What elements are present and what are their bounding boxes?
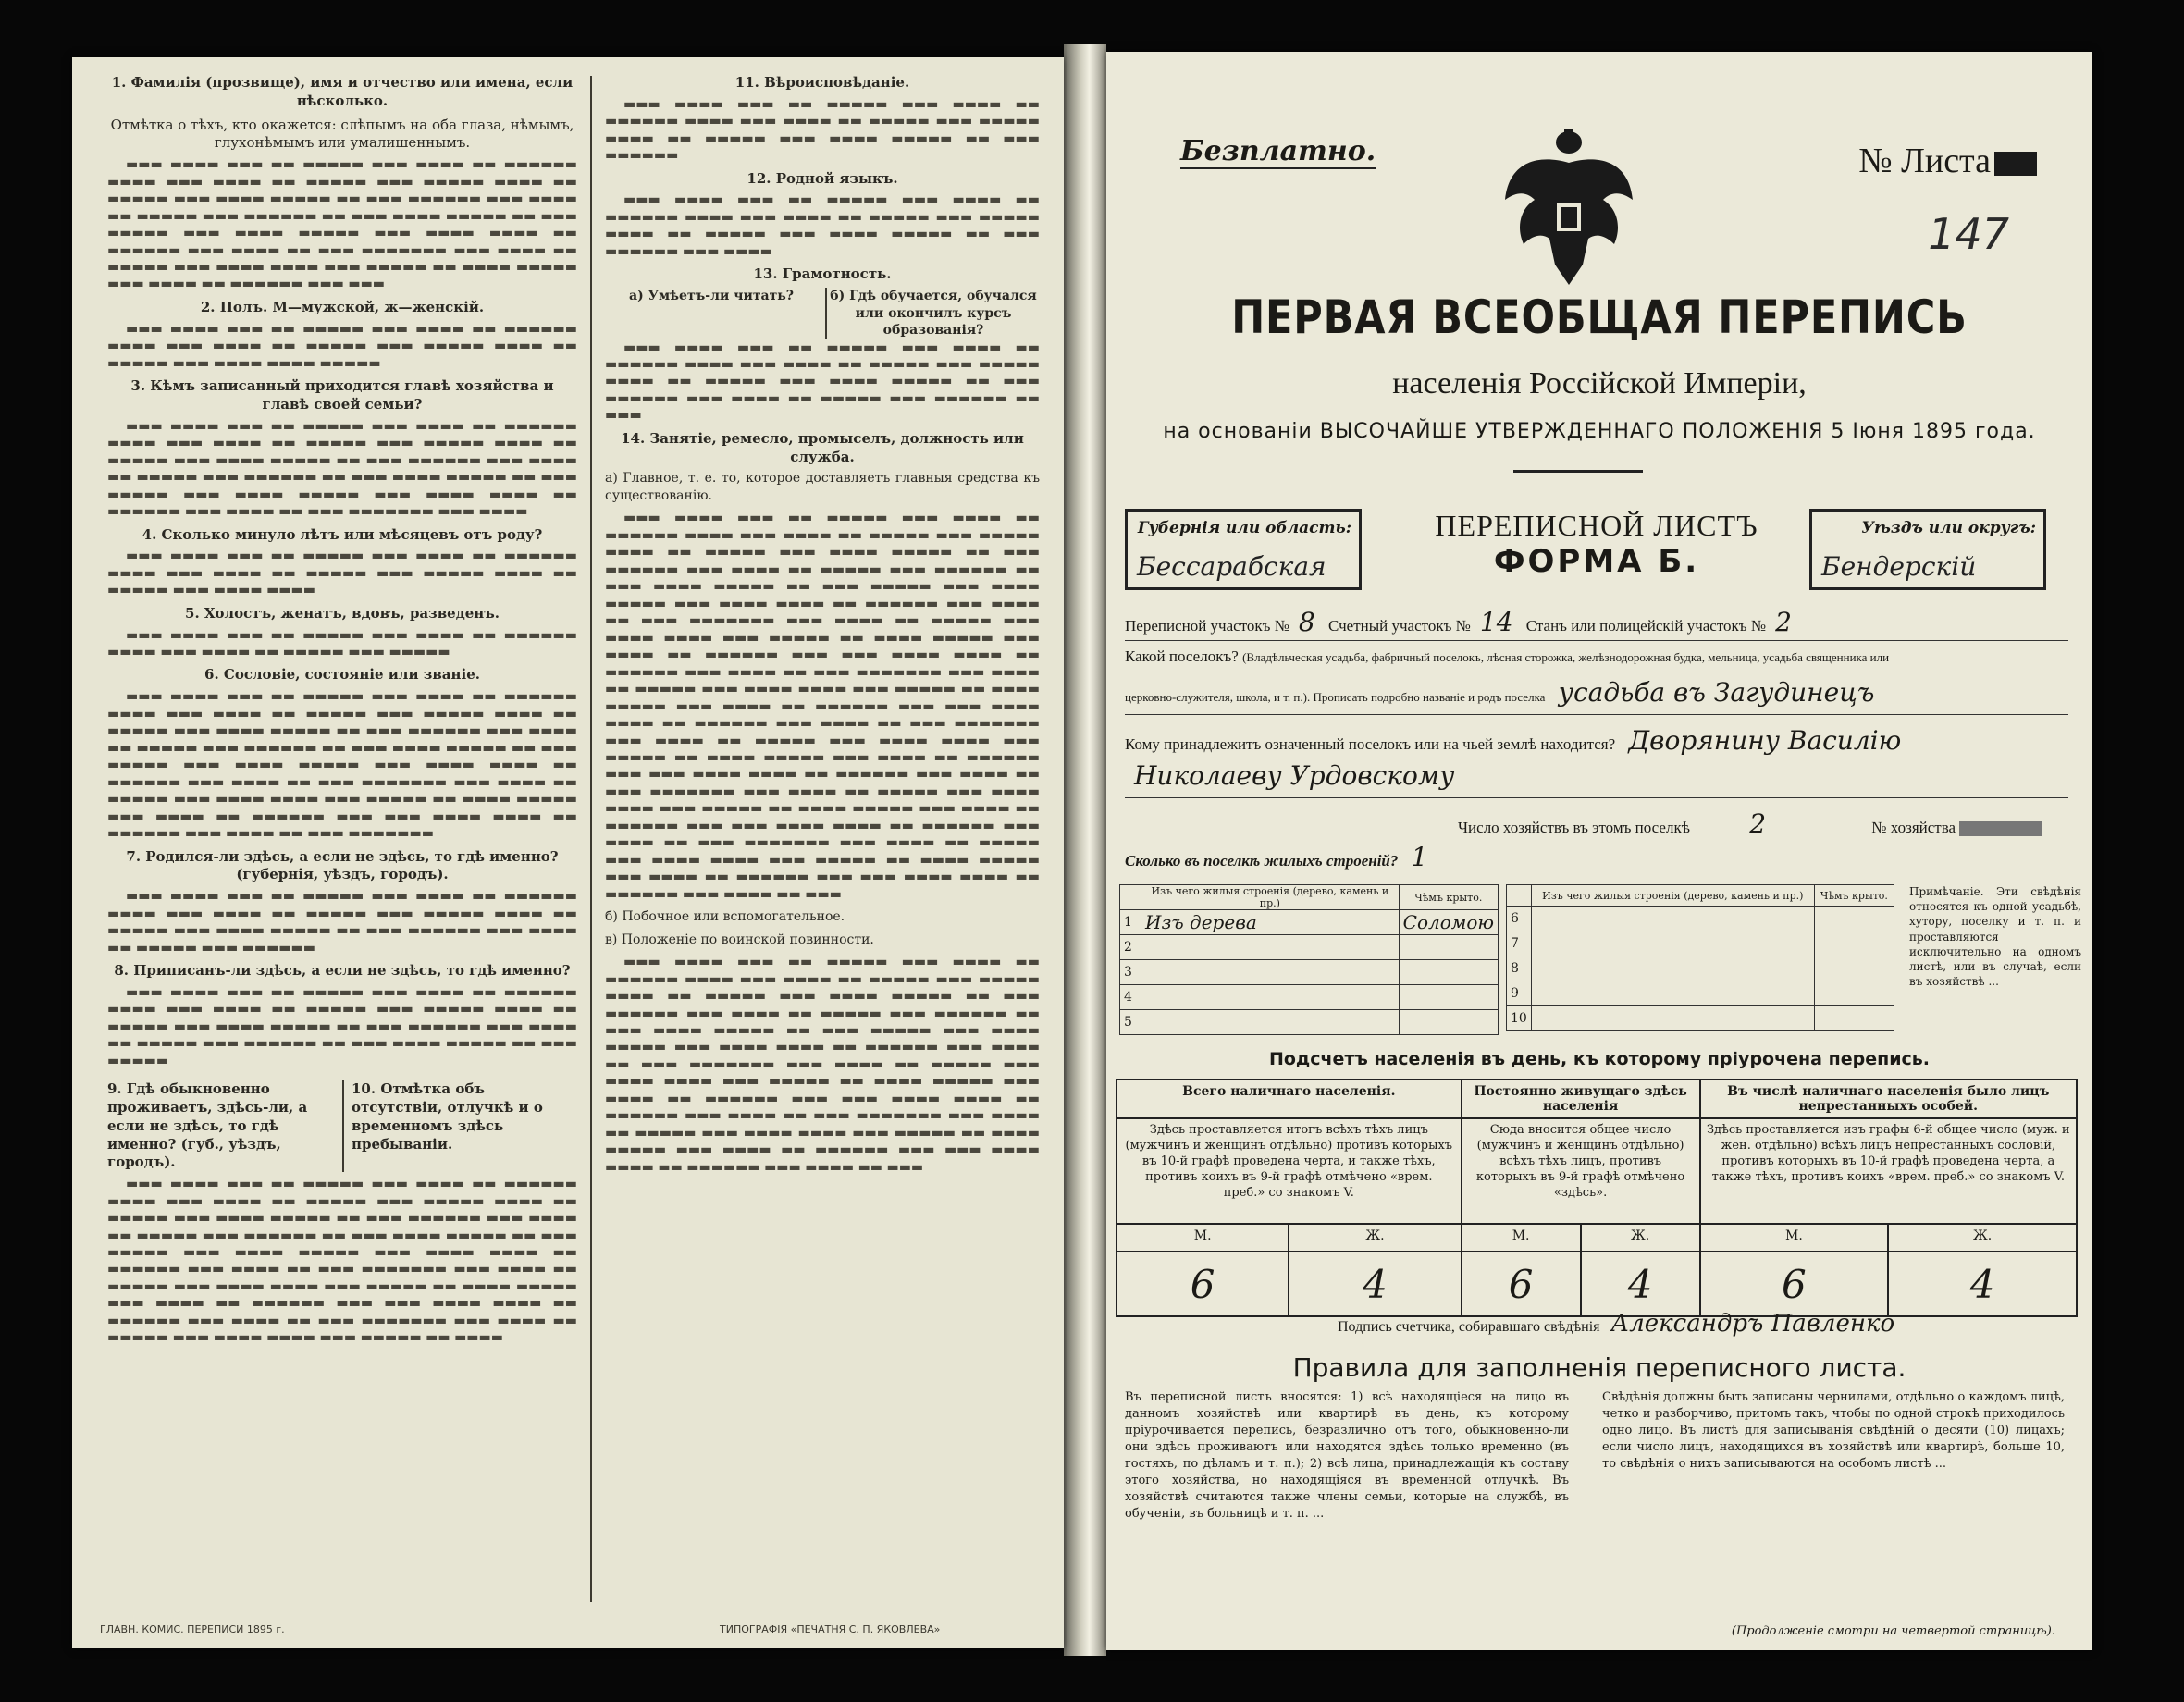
underline — [1125, 797, 2068, 798]
body-text: ▬▬▬ ▬▬▬▬ ▬▬▬ ▬▬ ▬▬▬▬▬ ▬▬▬ ▬▬▬▬ ▬▬ ▬▬▬▬▬▬ ▬▬▬▬ ▬▬▬ ▬▬▬▬ ▬▬ ▬▬▬▬▬ ▬▬▬ ▬▬▬▬▬ ▬▬▬▬ ▬▬ ▬▬▬▬▬ ▬▬▬ ▬▬▬▬ ▬▬▬▬▬ ▬▬ ▬▬▬ ▬▬▬▬▬▬ ▬▬▬ ▬▬▬▬ ▬▬ ▬▬▬▬▬ ▬▬▬ ▬▬▬▬▬▬ ▬▬ ▬▬▬ ▬▬▬▬ ▬▬▬▬▬ ▬▬ ▬▬▬ ▬▬▬▬▬ ▬▬▬ ▬▬▬▬ ▬▬▬▬▬ ▬▬▬ ▬▬▬▬ ▬▬▬▬ ▬▬ ▬▬▬▬▬▬ ▬▬▬ ▬▬▬▬ ▬▬ ▬▬▬ ▬▬▬▬▬▬▬ ▬▬▬ ▬▬▬▬ ▬▬ ▬▬▬▬▬ ▬▬▬ ▬▬▬▬ ▬▬▬▬ ▬▬▬ ▬▬▬▬▬ ▬▬ ▬▬▬▬ ▬▬▬▬▬ ▬▬▬ ▬▬▬▬ ▬▬ ▬▬▬▬▬▬ ▬▬▬ ▬▬▬ — [107, 157, 577, 292]
settlement-hint: (Владѣльческая усадьба, фабричный поселокъ, лѣсная сторожка, желѣзнодорожная будка, мельница, усадьба священника или — [1242, 650, 1890, 664]
female-header: Ж. — [1581, 1224, 1700, 1252]
body-text: ▬▬▬ ▬▬▬▬ ▬▬▬ ▬▬ ▬▬▬▬▬ ▬▬▬ ▬▬▬▬ ▬▬ ▬▬▬▬▬▬ ▬▬▬▬ ▬▬▬ ▬▬▬▬ ▬▬ ▬▬▬▬▬ ▬▬▬ ▬▬▬▬▬ ▬▬▬▬ ▬▬ ▬▬▬▬▬ ▬▬▬ ▬▬▬▬ ▬▬▬▬▬ ▬▬ ▬▬▬ ▬▬▬▬▬▬ — [605, 96, 1040, 164]
female-header: Ж. — [1888, 1224, 2077, 1252]
district-label: Уѣздъ или округъ: — [1861, 519, 2036, 537]
body-text: ▬▬▬ ▬▬▬▬ ▬▬▬ ▬▬ ▬▬▬▬▬ ▬▬▬ ▬▬▬▬ ▬▬ ▬▬▬▬▬▬ ▬▬▬▬ ▬▬▬ ▬▬▬▬ ▬▬ ▬▬▬▬▬ ▬▬▬ ▬▬▬▬▬ ▬▬▬▬ ▬▬ ▬▬▬▬▬ ▬▬▬ ▬▬▬▬ ▬▬▬▬▬ ▬▬ ▬▬▬ ▬▬▬▬▬▬ ▬▬▬ ▬▬▬▬ ▬▬ ▬▬▬▬▬ ▬▬▬ ▬▬▬▬▬▬ ▬▬ ▬▬▬ — [605, 339, 1040, 424]
free-stamp: Безплатно. — [1180, 135, 1376, 167]
rules-title: Правила для заполненія переписного листа. — [1292, 1352, 1906, 1383]
underline — [1125, 640, 2068, 641]
special-female-count: 4 — [1888, 1252, 2077, 1316]
heading-4: 4. Сколько минуло лѣтъ или мѣсяцевъ отъ роду? — [142, 525, 543, 543]
column-divider — [590, 76, 592, 1602]
male-header: М. — [1117, 1224, 1289, 1252]
buildings-header-material: Изъ чего жилыя строенія (дерево, камень и пр.) — [1531, 885, 1814, 906]
instructions-column-2 — [605, 68, 1040, 1181]
census-section-label: Переписной участокъ № — [1125, 617, 1289, 635]
owner-label: Кому принадлежитъ означенный поселокъ или на чьей землѣ находится? — [1125, 735, 1616, 753]
row-number: 8 — [1507, 956, 1532, 981]
households-value: 2 — [1749, 808, 1767, 839]
form-type-letter: ФОРМА Б. — [1493, 543, 1700, 580]
heading-14c: в) Положеніе по воинской повинности. — [605, 931, 874, 947]
census-section-value: 8 — [1298, 607, 1315, 637]
handwritten-number: 147 — [1928, 209, 2009, 259]
body-text: ▬▬▬ ▬▬▬▬ ▬▬▬ ▬▬ ▬▬▬▬▬ ▬▬▬ ▬▬▬▬ ▬▬ ▬▬▬▬▬▬ ▬▬▬▬ ▬▬▬ ▬▬▬▬ ▬▬ ▬▬▬▬▬ ▬▬▬ ▬▬▬▬▬ ▬▬▬▬ ▬▬ ▬▬▬▬▬ ▬▬▬ ▬▬▬▬ ▬▬▬▬▬ ▬▬ ▬▬▬ ▬▬▬▬▬▬ ▬▬▬ ▬▬▬▬ ▬▬ ▬▬▬▬▬ ▬▬▬ ▬▬▬▬▬▬ ▬▬ ▬▬▬ ▬▬▬▬ ▬▬▬▬▬ ▬▬ ▬▬▬ ▬▬▬▬▬ ▬▬▬ ▬▬▬▬ ▬▬▬▬▬ ▬▬▬ ▬▬▬▬ ▬▬▬▬ ▬▬ ▬▬▬▬▬▬ ▬▬▬ ▬▬▬▬ ▬▬ ▬▬▬ ▬▬▬▬▬▬▬ ▬▬▬ ▬▬▬▬ ▬▬ ▬▬▬▬▬ ▬▬▬ ▬▬▬▬ ▬▬▬▬ ▬▬▬ ▬▬▬▬▬ ▬▬ ▬▬▬▬ ▬▬▬▬▬ ▬▬▬ ▬▬▬▬ ▬▬ ▬▬▬▬▬▬ ▬▬▬ ▬▬▬ ▬▬▬▬ ▬▬▬▬ ▬▬ ▬▬▬▬▬▬ ▬▬▬ ▬▬▬▬ ▬▬ ▬▬▬ ▬▬▬▬▬▬▬ ▬▬▬ ▬▬▬▬ ▬▬ ▬▬▬▬▬ ▬▬▬ ▬▬▬▬ ▬▬▬▬ ▬▬▬ ▬▬▬▬▬ ▬▬ ▬▬▬▬ ▬▬▬▬▬ ▬▬▬ ▬▬▬▬ ▬▬ ▬▬▬▬▬▬ ▬▬▬ ▬▬▬ ▬▬▬▬ ▬▬▬▬ ▬▬ ▬▬▬▬▬▬ ▬▬▬ ▬▬▬▬ ▬▬ ▬▬▬ ▬▬▬▬▬▬▬ ▬▬▬ ▬▬▬▬ ▬▬ ▬▬▬▬▬ ▬▬▬ ▬▬▬▬ ▬▬▬▬ ▬▬▬ ▬▬▬▬▬ ▬▬ ▬▬▬▬ ▬▬▬▬▬ ▬▬▬ ▬▬▬▬ ▬▬ ▬▬▬▬▬▬ ▬▬▬ ▬▬▬ ▬▬▬▬ ▬▬▬▬ ▬▬ ▬▬▬▬▬▬ ▬▬▬ ▬▬▬▬ ▬▬ ▬▬▬ ▬▬▬▬▬▬▬ ▬▬▬ ▬▬▬▬ ▬▬ ▬▬▬▬▬ ▬▬▬ ▬▬▬▬ ▬▬▬▬ ▬▬▬ ▬▬▬▬▬ ▬▬ ▬▬▬▬ ▬▬▬▬▬ ▬▬▬ ▬▬▬▬ ▬▬ ▬▬▬▬▬▬ ▬▬▬ ▬▬▬ ▬▬▬▬ ▬▬▬▬ ▬▬ ▬▬▬▬▬▬ ▬▬▬ ▬▬▬▬ ▬▬ ▬▬▬ ▬▬▬▬▬▬▬ ▬▬▬ ▬▬▬▬ ▬▬ ▬▬▬▬▬ ▬▬▬ ▬▬▬▬ ▬▬▬▬ ▬▬▬ ▬▬▬▬▬ ▬▬ ▬▬▬▬ ▬▬▬▬▬ ▬▬▬ ▬▬▬▬ ▬▬ ▬▬▬▬▬▬ ▬▬▬ ▬▬▬ ▬▬▬▬ ▬▬▬▬ ▬▬ ▬▬▬▬▬▬ ▬▬▬ ▬▬▬▬ ▬▬ ▬▬▬ — [605, 511, 1040, 902]
body-text: ▬▬▬ ▬▬▬▬ ▬▬▬ ▬▬ ▬▬▬▬▬ ▬▬▬ ▬▬▬▬ ▬▬ ▬▬▬▬▬▬ ▬▬▬▬ ▬▬▬ ▬▬▬▬ ▬▬ ▬▬▬▬▬ ▬▬▬ ▬▬▬▬▬ ▬▬▬▬ ▬▬ ▬▬▬▬▬ ▬▬▬ ▬▬▬▬ ▬▬▬▬▬ ▬▬ ▬▬▬ ▬▬▬▬▬▬ ▬▬▬ ▬▬▬▬ ▬▬ ▬▬▬▬▬ ▬▬▬ ▬▬▬▬▬▬ ▬▬ ▬▬▬ ▬▬▬▬ ▬▬▬▬▬ ▬▬ ▬▬▬ ▬▬▬▬▬ ▬▬▬ ▬▬▬▬ ▬▬▬▬▬ ▬▬▬ ▬▬▬▬ ▬▬▬▬ ▬▬ ▬▬▬▬▬▬ ▬▬▬ ▬▬▬▬ ▬▬ ▬▬▬ ▬▬▬▬▬▬▬ ▬▬▬ ▬▬▬▬ ▬▬ ▬▬▬▬▬ ▬▬▬ ▬▬▬▬ ▬▬▬▬ ▬▬▬ ▬▬▬▬▬ ▬▬ ▬▬▬▬ ▬▬▬▬▬ ▬▬▬ ▬▬▬▬ ▬▬ ▬▬▬▬▬▬ ▬▬▬ ▬▬▬ ▬▬▬▬ ▬▬▬▬ ▬▬ ▬▬▬▬▬▬ ▬▬▬ ▬▬▬▬ ▬▬ ▬▬▬ ▬▬▬▬▬▬▬ ▬▬▬ ▬▬▬▬ ▬▬ ▬▬▬▬▬ ▬▬▬ ▬▬▬▬ ▬▬▬▬ ▬▬▬ ▬▬▬▬▬ ▬▬ ▬▬▬▬ ▬▬▬▬▬ ▬▬▬ ▬▬▬▬ ▬▬ ▬▬▬▬▬▬ ▬▬▬ ▬▬▬ ▬▬▬▬ ▬▬▬▬ ▬▬ ▬▬▬▬▬▬ ▬▬▬ ▬▬▬▬ ▬▬ ▬▬▬ — [605, 955, 1040, 1175]
row-number: 10 — [1507, 1006, 1532, 1031]
book-spine — [1064, 44, 1106, 1656]
male-header: М. — [1462, 1224, 1581, 1252]
heading-7: 7. Родился-ли здѣсь, а если не здѣсь, то гдѣ именно? (губернія, уѣздъ, городъ). — [126, 847, 559, 883]
heading-13: 13. Грамотность. — [753, 265, 892, 283]
signature-value: Александръ Павленко — [1610, 1310, 1895, 1338]
female-header: Ж. — [1289, 1224, 1461, 1252]
present-female-count: 4 — [1289, 1252, 1461, 1316]
police-section-value: 2 — [1775, 607, 1792, 637]
building-roof: Соломою — [1399, 910, 1498, 935]
form-legal-basis: на основаніи ВЫСОЧАЙШЕ УТВЕРЖДЕННАГО ПОЛОЖЕНІЯ 5 Іюня 1895 года. — [1163, 420, 2036, 443]
rules-left-column: Въ переписной листъ вносятся: 1) всѣ находящіеся на лицо въ данномъ хозяйствѣ или квартирѣ въ день, къ которому пріурочивается перепись, безразлично отъ того, обыкновенно-ли они здѣсь проживаютъ или находятся здѣсь только временно (въ гостяхъ, по дѣламъ и т. п.); 2) всѣ лица, принадлежащія къ составу этого хозяйства, но находящіяся въ временной отлучкѣ. Въ хозяйствѣ считаются также члены семьи, которые на службѣ, въ обученіи, въ больницѣ и т. п. ... — [1125, 1390, 1569, 1521]
heading-2: 2. Полъ. М—мужской, ж—женскій. — [200, 298, 485, 315]
building-material: Изъ дерева — [1141, 910, 1400, 935]
printer-footer: ТИПОГРАФІЯ «ПЕЧАТНЯ С. П. ЯКОВЛЕВА» — [720, 1623, 941, 1635]
pop-desc-resident: Сюда вносится общее число (мужчинъ и женщинъ отдѣльно) всѣхъ тѣхъ лицъ, противъ которыхъ въ 9-й графѣ отмѣчено «здѣсь». — [1462, 1118, 1700, 1224]
settlement-name-value: усадьба въ Загудинецъ — [1558, 677, 1875, 708]
owner-value-2: Николаеву Урдовскому — [1134, 760, 1455, 791]
population-count-table — [1116, 1079, 2078, 1317]
heading-12: 12. Родной языкъ. — [747, 169, 898, 187]
buildings-header-material: Изъ чего жилыя строенія (дерево, камень и пр.) — [1141, 885, 1400, 910]
row-number: 1 — [1120, 910, 1141, 935]
counting-section-value: 14 — [1479, 607, 1513, 637]
police-section-label: Станъ или полицейскій участокъ № — [1525, 617, 1767, 635]
buildings-label: Сколько въ поселкѣ жилыхъ строеній? — [1125, 852, 1399, 870]
counting-section-label: Счетный участокъ № — [1328, 617, 1471, 635]
body-text: ▬▬▬ ▬▬▬▬ ▬▬▬ ▬▬ ▬▬▬▬▬ ▬▬▬ ▬▬▬▬ ▬▬ ▬▬▬▬▬▬ ▬▬▬▬ ▬▬▬ ▬▬▬▬ ▬▬ ▬▬▬▬▬ ▬▬▬ ▬▬▬▬▬ ▬▬▬▬ ▬▬ ▬▬▬▬▬ ▬▬▬ ▬▬▬▬ ▬▬▬▬▬ ▬▬ ▬▬▬ ▬▬▬▬▬▬ ▬▬▬ ▬▬▬▬ ▬▬ ▬▬▬▬▬ ▬▬▬ ▬▬▬▬▬▬ ▬▬ ▬▬▬ ▬▬▬▬ ▬▬▬▬▬ ▬▬ ▬▬▬ ▬▬▬▬▬ — [107, 984, 577, 1068]
district-box — [1809, 509, 2046, 590]
pop-desc-special: Здѣсь проставляется изъ графы 6-й общее число (муж. и жен. отдѣльно) всѣхъ лицъ непрестанныхъ сословій, противъ которыхъ въ 10-й графѣ проведена черта, а также тѣхъ, противъ коихъ «врем. преб.» со знакомъ V. — [1700, 1118, 2077, 1224]
heading-11: 11. Вѣроисповѣданіе. — [734, 74, 910, 91]
row-number: 7 — [1507, 931, 1532, 956]
sheet-number-label: № Листа — [1858, 142, 1991, 180]
heading-1b: Отмѣтка о тѣхъ, кто окажется: слѣпымъ на оба глаза, нѣмымъ, глухонѣмымъ или умалишеннымъ. — [110, 116, 574, 152]
households-line — [1458, 808, 2042, 839]
form-type — [1393, 509, 1800, 580]
heading-14b: б) Побочное или вспомогательное. — [605, 909, 845, 925]
row-number: 5 — [1120, 1010, 1141, 1035]
pop-header-special: Въ числѣ наличнаго населенія было лицъ непрестанныхъ особей. — [1700, 1079, 2077, 1118]
row-number: 3 — [1120, 960, 1141, 985]
sheet-number — [1858, 141, 2037, 181]
present-male-count: 6 — [1117, 1252, 1289, 1316]
resident-female-count: 4 — [1581, 1252, 1700, 1316]
buildings-note: Примѣчаніе. Эти свѣдѣнія относятся къ одной усадьбѣ, хутору, поселку и т. п. и проставляются исключительно на одномъ листѣ, или въ случаѣ, если въ хозяйствѣ ... — [1909, 885, 2081, 989]
settlement-label: Какой поселокъ? — [1125, 648, 1239, 665]
body-text: ▬▬▬ ▬▬▬▬ ▬▬▬ ▬▬ ▬▬▬▬▬ ▬▬▬ ▬▬▬▬ ▬▬ ▬▬▬▬▬▬ ▬▬▬▬ ▬▬▬ ▬▬▬▬ ▬▬ ▬▬▬▬▬ ▬▬▬ ▬▬▬▬▬ ▬▬▬▬ ▬▬ ▬▬▬▬▬ ▬▬▬ ▬▬▬▬ ▬▬▬▬▬ ▬▬ ▬▬▬ ▬▬▬▬▬▬ ▬▬▬ ▬▬▬▬ ▬▬ ▬▬▬▬▬ ▬▬▬ ▬▬▬▬▬▬ ▬▬ ▬▬▬ ▬▬▬▬ ▬▬▬▬▬ ▬▬ ▬▬▬ ▬▬▬▬▬ ▬▬▬ ▬▬▬▬ ▬▬▬▬▬ ▬▬▬ ▬▬▬▬ ▬▬▬▬ ▬▬ ▬▬▬▬▬▬ ▬▬▬ ▬▬▬▬ ▬▬ ▬▬▬ ▬▬▬▬▬▬▬ ▬▬▬ ▬▬▬▬ ▬▬ ▬▬▬▬▬ ▬▬▬ ▬▬▬▬ ▬▬▬▬ ▬▬▬ ▬▬▬▬▬ ▬▬ ▬▬▬▬ ▬▬▬▬▬ ▬▬▬ ▬▬▬▬ ▬▬ ▬▬▬▬▬▬ ▬▬▬ ▬▬▬ ▬▬▬▬ ▬▬▬▬ ▬▬ ▬▬▬▬▬▬ ▬▬▬ ▬▬▬▬ ▬▬ ▬▬▬ ▬▬▬▬▬▬▬ ▬▬▬ ▬▬▬▬ ▬▬ ▬▬▬▬▬ ▬▬▬ ▬▬▬▬ ▬▬▬▬ ▬▬▬ ▬▬▬▬▬ ▬▬ ▬▬▬▬ — [107, 1177, 577, 1346]
heading-14: 14. Занятіе, ремесло, промыселъ, должность или служба. — [621, 429, 1024, 465]
households-label: Число хозяйствъ въ этомъ поселкѣ — [1458, 819, 1690, 836]
heading-13a: а) Умѣетъ-ли читать? — [629, 289, 794, 304]
form-subtitle: населенія Россійской Имперіи, — [1392, 366, 1807, 401]
settlement-name-hint: церковно-служителя, школа, и т. п.). Прописать подробно названіе и родъ поселка — [1125, 690, 1546, 704]
buildings-header-roof: Чѣмъ крыто. — [1814, 885, 1894, 906]
right-page-census-form — [1106, 52, 2092, 1650]
body-text: ▬▬▬ ▬▬▬▬ ▬▬▬ ▬▬ ▬▬▬▬▬ ▬▬▬ ▬▬▬▬ ▬▬ ▬▬▬▬▬▬ ▬▬▬▬ ▬▬▬ ▬▬▬▬ ▬▬ ▬▬▬▬▬ ▬▬▬ ▬▬▬▬▬ ▬▬▬▬ ▬▬ ▬▬▬▬▬ ▬▬▬ ▬▬▬▬ ▬▬▬▬▬ ▬▬ ▬▬▬ ▬▬▬▬▬▬ ▬▬▬ ▬▬▬▬ ▬▬ ▬▬▬▬▬ ▬▬▬ ▬▬▬▬▬▬ ▬▬ ▬▬▬ ▬▬▬▬ ▬▬▬▬▬ ▬▬ ▬▬▬ ▬▬▬▬▬ ▬▬▬ ▬▬▬▬ ▬▬▬▬▬ ▬▬▬ ▬▬▬▬ ▬▬▬▬ ▬▬ ▬▬▬▬▬▬ ▬▬▬ ▬▬▬▬ ▬▬ ▬▬▬ ▬▬▬▬▬▬▬ ▬▬▬ ▬▬▬▬ ▬▬ ▬▬▬▬▬ ▬▬▬ ▬▬▬▬ ▬▬▬▬ ▬▬▬ ▬▬▬▬▬ ▬▬ ▬▬▬▬ ▬▬▬▬▬ ▬▬▬ ▬▬▬▬ ▬▬ ▬▬▬▬▬▬ ▬▬▬ ▬▬▬ ▬▬▬▬ ▬▬▬▬ ▬▬ ▬▬▬▬▬▬ ▬▬▬ ▬▬▬▬ ▬▬ ▬▬▬ ▬▬▬▬▬▬▬ — [107, 689, 577, 842]
owner-line-2 — [1125, 760, 1463, 791]
row-number: 2 — [1120, 935, 1141, 960]
body-text: ▬▬▬ ▬▬▬▬ ▬▬▬ ▬▬ ▬▬▬▬▬ ▬▬▬ ▬▬▬▬ ▬▬ ▬▬▬▬▬▬ ▬▬▬▬ ▬▬▬ ▬▬▬▬ ▬▬ ▬▬▬▬▬ ▬▬▬ ▬▬▬▬▬ — [107, 627, 577, 660]
underline — [1125, 714, 2068, 715]
owner-value: Дворянину Василію — [1628, 725, 1902, 756]
form-type-title: ПЕРЕПИСНОЙ ЛИСТЪ — [1435, 509, 1758, 542]
settlement-name-line — [1125, 677, 1883, 708]
left-footer: ГЛАВН. КОМИС. ПЕРЕПИСИ 1895 г. — [100, 1623, 285, 1635]
buildings-header-roof: Чѣмъ крыто. — [1399, 885, 1498, 910]
row-number: 9 — [1507, 981, 1532, 1006]
settlement-line — [1125, 648, 1889, 666]
buildings-table-right — [1506, 884, 1894, 1031]
household-number-label: № хозяйства — [1871, 819, 1956, 836]
body-text: ▬▬▬ ▬▬▬▬ ▬▬▬ ▬▬ ▬▬▬▬▬ ▬▬▬ ▬▬▬▬ ▬▬ ▬▬▬▬▬▬ ▬▬▬▬ ▬▬▬ ▬▬▬▬ ▬▬ ▬▬▬▬▬ ▬▬▬ ▬▬▬▬▬ ▬▬▬▬ ▬▬ ▬▬▬▬▬ ▬▬▬ ▬▬▬▬ ▬▬▬▬▬ ▬▬ ▬▬▬ ▬▬▬▬▬▬ ▬▬▬ ▬▬▬▬ ▬▬ ▬▬▬▬▬ ▬▬▬ ▬▬▬▬▬▬ — [107, 889, 577, 956]
heading-10: 10. Отмѣтка объ отсутствіи, отлучкѣ и о временномъ здѣсь пребываніи. — [342, 1080, 577, 1172]
male-header: М. — [1700, 1224, 1889, 1252]
buildings-value: 1 — [1411, 842, 1428, 872]
province-label: Губернія или область: — [1137, 519, 1351, 537]
redaction-block — [1994, 152, 2037, 176]
row-number: 4 — [1120, 985, 1141, 1010]
heading-6: 6. Сословіе, состояніе или званіе. — [204, 666, 480, 684]
instructions-column-1 — [107, 68, 577, 1352]
title-rule — [1513, 470, 1643, 473]
rules-continuation-note: (Продолженіе смотри на четвертой страницѣ). — [1731, 1624, 2055, 1638]
pop-header-present: Всего наличнаго населенія. — [1117, 1079, 1462, 1118]
redaction-block — [1959, 821, 2042, 836]
province-box — [1125, 509, 1362, 590]
resident-male-count: 6 — [1462, 1252, 1581, 1316]
row-number: 6 — [1507, 906, 1532, 931]
province-value: Бессарабская — [1137, 551, 1326, 582]
form-main-title: ПЕРВАЯ ВСЕОБЩАЯ ПЕРЕПИСЬ — [1231, 290, 1968, 344]
population-count-title: Подсчетъ населенія въ день, къ которому пріурочена перепись. — [1268, 1049, 1931, 1069]
heading-9: 9. Гдѣ обыкновенно проживаетъ, здѣсь-ли, а если не здѣсь, то гдѣ именно? (губ., уѣздъ, городъ). — [107, 1080, 308, 1171]
body-text: ▬▬▬ ▬▬▬▬ ▬▬▬ ▬▬ ▬▬▬▬▬ ▬▬▬ ▬▬▬▬ ▬▬ ▬▬▬▬▬▬ ▬▬▬▬ ▬▬▬ ▬▬▬▬ ▬▬ ▬▬▬▬▬ ▬▬▬ ▬▬▬▬▬ ▬▬▬▬ ▬▬ ▬▬▬▬▬ ▬▬▬ ▬▬▬▬ ▬▬▬▬ ▬▬▬▬▬ — [107, 321, 577, 371]
signature-label: Подпись счетчика, собиравшаго свѣдѣнія — [1338, 1319, 1600, 1335]
district-value: Бендерскій — [1821, 551, 1977, 582]
owner-line — [1125, 725, 1910, 756]
heading-13b: б) Гдѣ обучается, обучался или окончилъ курсъ образованія? — [825, 288, 1040, 339]
heading-8: 8. Приписанъ-ли здѣсь, а если не здѣсь, то гдѣ именно? — [114, 961, 571, 979]
pop-header-resident: Постоянно живущаго здѣсь населенія — [1462, 1079, 1700, 1118]
special-male-count: 6 — [1700, 1252, 1889, 1316]
pop-desc-present: Здѣсь проставляется итогъ всѣхъ тѣхъ лицъ (мужчинъ и женщинъ отдѣльно) противъ которыхъ въ 10-й графѣ проведена черта, и также тѣхъ, противъ коихъ въ 9-й графѣ отмѣчено «врем. преб.» со знакомъ V. — [1117, 1118, 1462, 1224]
left-page-instructions — [72, 57, 1064, 1648]
body-text: ▬▬▬ ▬▬▬▬ ▬▬▬ ▬▬ ▬▬▬▬▬ ▬▬▬ ▬▬▬▬ ▬▬ ▬▬▬▬▬▬ ▬▬▬▬ ▬▬▬ ▬▬▬▬ ▬▬ ▬▬▬▬▬ ▬▬▬ ▬▬▬▬▬ ▬▬▬▬ ▬▬ ▬▬▬▬▬ ▬▬▬ ▬▬▬▬ ▬▬▬▬▬ ▬▬ ▬▬▬ ▬▬▬▬▬▬ ▬▬▬ ▬▬▬▬ ▬▬ ▬▬▬▬▬ ▬▬▬ ▬▬▬▬▬▬ ▬▬ ▬▬▬ ▬▬▬▬ ▬▬▬▬▬ ▬▬ ▬▬▬ ▬▬▬▬▬ ▬▬▬ ▬▬▬▬ ▬▬▬▬▬ ▬▬▬ ▬▬▬▬ ▬▬▬▬ ▬▬ ▬▬▬▬▬▬ ▬▬▬ ▬▬▬▬ ▬▬ ▬▬▬ ▬▬▬▬▬▬▬ ▬▬▬ ▬▬▬▬ — [107, 418, 577, 520]
heading-1: 1. Фамилія (прозвище), имя и отчество или имена, если нѣсколько. — [111, 74, 574, 109]
buildings-table-left — [1119, 884, 1499, 1035]
heading-5: 5. Холостъ, женатъ, вдовъ, разведенъ. — [185, 604, 500, 622]
counter-signature-line — [1338, 1310, 1894, 1338]
body-text: ▬▬▬ ▬▬▬▬ ▬▬▬ ▬▬ ▬▬▬▬▬ ▬▬▬ ▬▬▬▬ ▬▬ ▬▬▬▬▬▬ ▬▬▬▬ ▬▬▬ ▬▬▬▬ ▬▬ ▬▬▬▬▬ ▬▬▬ ▬▬▬▬▬ ▬▬▬▬ ▬▬ ▬▬▬▬▬ ▬▬▬ ▬▬▬▬ ▬▬▬▬ — [107, 549, 577, 598]
sections-line — [1125, 607, 1801, 637]
heading-3: 3. Кѣмъ записанный приходится главѣ хозяйства и главѣ своей семьи? — [130, 377, 554, 413]
header-boxes — [1125, 509, 2068, 594]
buildings-line — [1125, 842, 1437, 872]
double-headed-eagle-icon — [1499, 126, 1638, 292]
body-text: ▬▬▬ ▬▬▬▬ ▬▬▬ ▬▬ ▬▬▬▬▬ ▬▬▬ ▬▬▬▬ ▬▬ ▬▬▬▬▬▬ ▬▬▬▬ ▬▬▬ ▬▬▬▬ ▬▬ ▬▬▬▬▬ ▬▬▬ ▬▬▬▬▬ ▬▬▬▬ ▬▬ ▬▬▬▬▬ ▬▬▬ ▬▬▬▬ ▬▬▬▬▬ ▬▬ ▬▬▬ ▬▬▬▬▬▬ ▬▬▬ ▬▬▬▬ — [605, 192, 1040, 259]
rules-right-column: Свѣдѣнія должны быть записаны чернилами, отдѣльно о каждомъ лицѣ, четко и разборчиво, притомъ такъ, чтобы по одной строкѣ приходилось одно лицо. Въ листѣ для записыванія свѣдѣній о десяти (10) лицахъ; если число лицъ, находящихся въ хозяйствѣ или квартирѣ, больше 10, то свѣдѣнія о нихъ записываются на особомъ листѣ ... — [1602, 1390, 2065, 1471]
heading-14a: а) Главное, т. е. то, которое доставляетъ главныя средства къ существованію. — [605, 471, 1040, 503]
